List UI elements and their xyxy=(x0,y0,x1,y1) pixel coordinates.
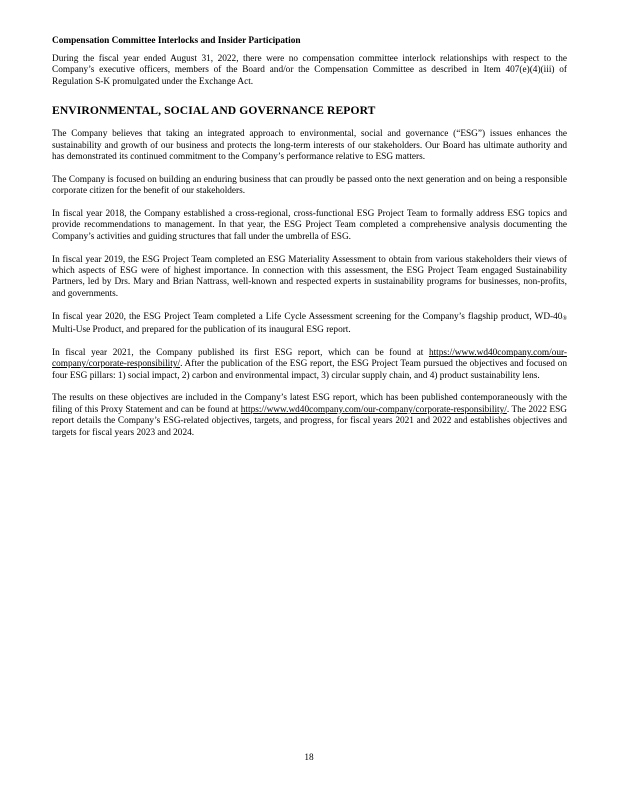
esg-paragraph-5-text-b: Multi-Use Product, and prepared for the publication of its inaugural ESG report. xyxy=(52,325,351,336)
document-page xyxy=(52,36,567,450)
esg-paragraph-5 xyxy=(52,312,567,337)
esg-paragraph-6-text-a: In fiscal year 2021, the Company published its first ESG report, which can be found at xyxy=(52,347,429,358)
esg-paragraph-1: The Company believes that taking an integrated approach to environmental, social and governance (“ESG”) issues enhances the sustainability and growth of our business and protects the long-term interests of our stakeholders. Our Board has ultimate authority and has demonstrated its continued commitment to the Company’s performance relative to ESG matters. xyxy=(52,129,567,163)
esg-paragraph-4: In fiscal year 2019, the ESG Project Team completed an ESG Materiality Assessment to obtain from various stakeholders their views of which aspects of ESG were of highest importance. In connection with this assessment, the ESG Project Team engaged Sustainability Partners, led by Drs. Mary and Brian Nattrass, well-known and respected experts in sustainability programs for businesses, non-profits, and governments. xyxy=(52,254,567,299)
registered-mark: ® xyxy=(562,315,567,322)
esg-report-link-1[interactable]: https://www.wd40company.com/our-company/corporate-responsibility/ xyxy=(52,347,567,370)
esg-paragraph-6-text-b: . After the publication of the ESG report, the ESG Project Team pursued the objectives and focused on four ESG pillars: 1) social impact, 2) carbon and environmental impact, 3) circular supply chain, and 4) product sustainability lens. xyxy=(52,359,567,381)
page-number: 18 xyxy=(304,753,314,763)
esg-paragraph-7 xyxy=(52,393,567,439)
esg-report-link-2[interactable]: https://www.wd40company.com/our-company/corporate-responsibility/ xyxy=(240,404,507,415)
esg-paragraph-3: In fiscal year 2018, the Company established a cross-regional, cross-functional ESG Project Team to formally address ESG topics and provide recommendations to management. In that year, the ESG Project Team completed a comprehensive analysis documenting the Company’s activities and guiding structures that fall under the umbrella of ESG. xyxy=(52,209,567,242)
esg-paragraph-7-text-b: . The 2022 ESG report details the Company’s ESG-related objectives, targets, and progress, for fiscal years 2021 and 2022 and establishes objectives and targets for fiscal years 2023 and 2024. xyxy=(52,404,567,438)
compensation-committee-paragraph: During the fiscal year ended August 31, 2022, there were no compensation committee interlock relationships with respect to the Company’s executive officers, members of the Board and/or the Compensation Committee as described in Item 407(e)(4)(iii) of Regulation S-K promulgated under the Exchange Act. xyxy=(52,54,567,87)
esg-paragraph-6 xyxy=(52,348,567,382)
esg-report-heading: ENVIRONMENTAL, SOCIAL AND GOVERNANCE REPORT xyxy=(52,104,376,118)
compensation-committee-heading: Compensation Committee Interlocks and Insider Participation xyxy=(52,36,301,46)
esg-paragraph-5-text-a: In fiscal year 2020, the ESG Project Team completed a Life Cycle Assessment screening for the Company’s flagship product, WD-40 xyxy=(52,311,563,322)
esg-paragraph-7-text-a: The results on these objectives are included in the Company’s latest ESG report, which has been published contemporaneously with the filing of this Proxy Statement and can be found at xyxy=(52,393,567,415)
esg-paragraph-2: The Company is focused on building an enduring business that can proudly be passed onto the next generation and on being a responsible corporate citizen for the benefit of our stakeholders. xyxy=(52,174,567,197)
